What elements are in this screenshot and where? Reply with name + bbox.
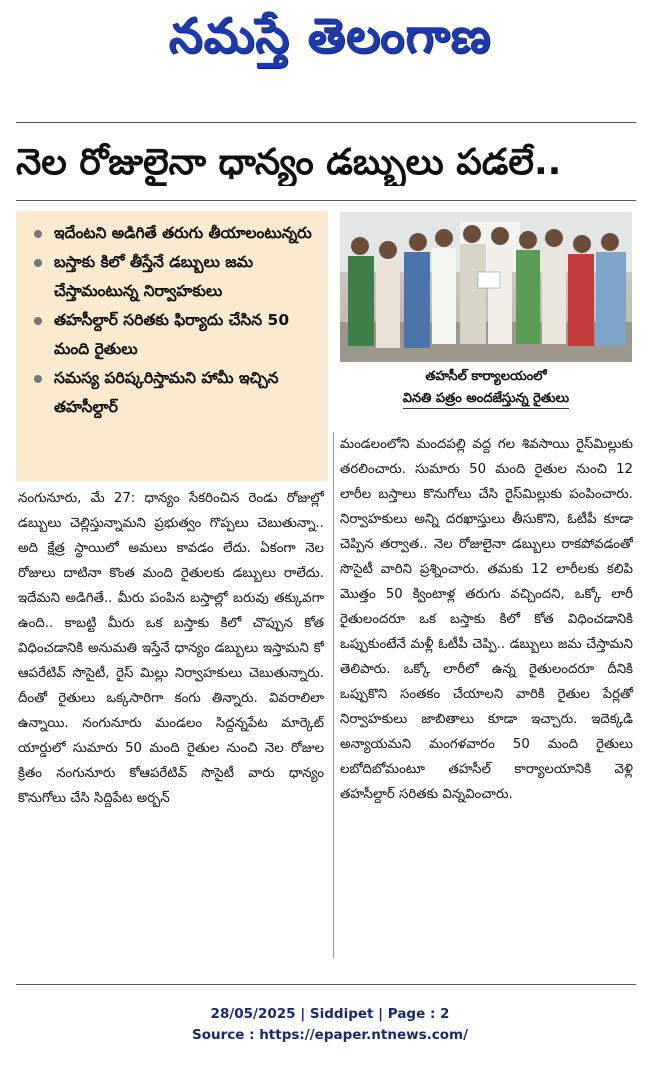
headline-divider [16, 200, 636, 201]
top-divider [16, 122, 636, 123]
article-headline: నెల రోజులైనా ధాన్యం డబ్బులు పడలే.. [16, 142, 562, 183]
article-body-right-column: మండలంలోని మందపల్లి వద్ద గల శివసాయి రైస్‌మిల్లుకు తరలించారు. సుమారు 50 మంది రైతుల నుంచి 12 లారీల బస్తాలు కొనుగోలు చేసి రైస్‌మిల్లుకు పంపించారు. నిర్వాహకులు అన్ని దరఖాస్తులు తీసుకొని, ఓటీపీ కూడా చెప్పిన తర్వాత.. నెల రోజులైనా డబ్బులు రాకపోవడంతో సొసైటీ వారిని ప్రశ్నించారు. తమకు 12 లారీలకు కలిపి మొత్తం 50 క్వింటాళ్ల తరుగు వచ్చిందని, ఒక్కో లారీ రైతులందరూ ఒక బస్తాకు కిలో కోత విధించడానికి ఒప్పుకుంటేనే మళ్లీ ఓటీపీ చెప్పి.. డబ్బులు జమ చేస్తామని తెలిపారు. ఒక్కో లారీలో ఉన్న రైతులందరూ దీనికి ఒప్పుకొని సంతకం చేయాలని వారికి రైతుల పేర్లతో నిర్వాహకులు జాబితాలు కూడా ఇచ్చారు. ఇదెక్కడి అన్యాయమని మంగళవారం 50 మంది రైతులు లబోదిబోమంటూ తహసీల్ కార్యాలయానికి వెళ్లి తహసీల్దార్ సరితకు విన్నవించారు. [340, 437, 633, 802]
photo-caption [340, 366, 632, 410]
page-footer [0, 1004, 660, 1046]
highlight-text: సమస్య పరిష్కరిస్తామని హామీ ఇచ్చిన తహసీల్దార్ [54, 369, 279, 416]
column-divider [333, 432, 334, 958]
bullet-icon [34, 259, 42, 267]
article-body-left-column: నంగునూరు, మే 27: ధాన్యం సేకరించిన రెండు రోజుల్లో డబ్బులు చెల్లిస్తున్నామని ప్రభుత్వం గొప్పలు చెబుతున్నా.. అది క్షేత్ర స్థాయిలో అమలు కావడం లేదు. ఏకంగా నెల రోజులు దాటినా కొంత మంది రైతులకు డబ్బులు రాలేదు. ఇదేమని అడిగితే.. మీరు పంపిన బస్తాల్లో బరువు తక్కువగా ఉంది.. కాబట్టి మీరు ఒక బస్తాకు కిలో చొప్పున కోత విధించడానికి అనుమతి ఇస్తేనే ధాన్యం డబ్బులు ఇస్తామని కో ఆపరేటివ్ సొసైటీ, రైస్ మిల్లు నిర్వాహకులు చెబుతున్నారు. దీంతో రైతులు ఒక్కసారిగా కంగు తిన్నారు. వివరాలిలా ఉన్నాయి. నంగునూరు మండలం సిద్దన్నపేట మార్కెట్ యార్డులో సుమారు 50 మంది రైతుల నుంచి నెల రోజుల క్రితం నంగునూరు కోఆపరేటివ్ సొసైటీ వారు ధాన్యం కొనుగోలు చేసి సిద్దిపేట అర్బన్ [18, 491, 324, 806]
highlight-item [26, 364, 322, 422]
news-photo [340, 212, 632, 362]
farmers-group-illustration [340, 212, 632, 362]
highlight-text: తహసీల్దార్ సరితకు ఫిర్యాదు చేసిన 50 మంది రైతులు [54, 311, 290, 358]
highlight-item [26, 306, 322, 364]
bullet-icon [34, 230, 42, 238]
newspaper-logo: నమస్తే తెలంగాణ [168, 8, 492, 64]
bullet-icon [34, 317, 42, 325]
highlight-item [26, 248, 322, 306]
highlights-box [16, 211, 328, 481]
masthead [0, 0, 660, 92]
highlight-text: ఇదేంటని అడిగితే తరుగు తీయాలంటున్నరు [54, 224, 312, 242]
caption-line-1: తహసీల్ కార్యాలయంలో [425, 369, 547, 384]
footer-divider [16, 984, 636, 985]
highlight-text: బస్తాకు కిలో తీస్తేనే డబ్బులు జమ చేస్తామంటున్న నిర్వాహకులు [54, 253, 253, 300]
highlight-item [26, 219, 322, 248]
footer-date-edition: 28/05/2025 | Siddipet | Page : 2 [210, 1006, 450, 1022]
footer-source-link[interactable]: Source : https://epaper.ntnews.com/ [191, 1027, 469, 1043]
bullet-icon [34, 375, 42, 383]
caption-line-2: వినతి పత్రం అందజేస్తున్న రైతులు [403, 391, 569, 409]
